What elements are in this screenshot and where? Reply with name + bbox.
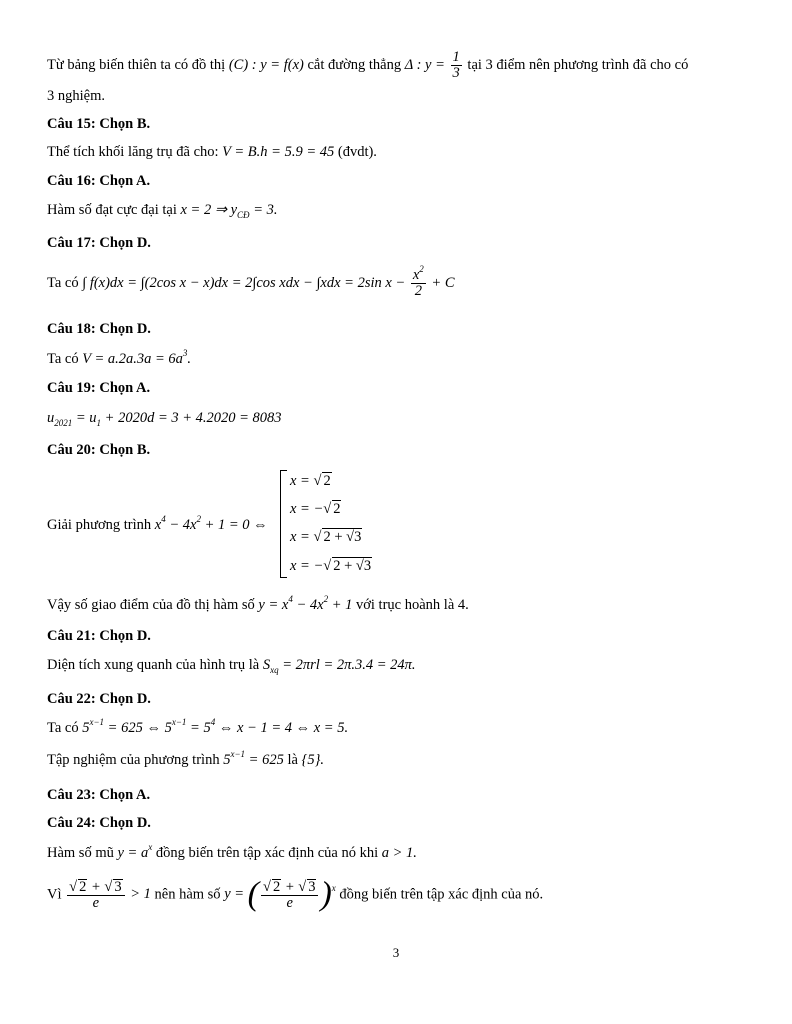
math-ratio: $\frac{√ 2 + √ 3}{e}$ > 1 xyxy=(69,878,151,911)
answer-22-set xyxy=(47,749,325,769)
text-segment: Từ bảng biến thiên ta có đồ thị xyxy=(47,57,226,74)
solution-row: x = −√ 2 + √3 xyxy=(290,558,372,574)
text-segment: là xyxy=(287,752,298,768)
math-exp-func: $y = a^x$ xyxy=(117,842,153,861)
answer-17 xyxy=(47,264,455,300)
math-volume: V = B.h = 5.9 = 45 xyxy=(222,144,335,160)
answer-18 xyxy=(47,348,192,368)
text-line-2: 3 nghiệm. xyxy=(47,88,105,104)
text-segment: với trục hoành là 4. xyxy=(355,597,469,613)
question-15-heading: Câu 15: Chọn B. xyxy=(47,116,151,132)
bracket xyxy=(280,470,287,578)
text-segment: Hàm số đạt cực đại tại xyxy=(47,202,177,218)
solution-row: x = −√ 2 xyxy=(290,501,341,517)
question-23-heading: Câu 23: Chọn A. xyxy=(47,787,151,803)
answer-21 xyxy=(47,657,416,674)
text-segment: Tập nghiệm của phương trình xyxy=(47,752,220,768)
page-number: 3 xyxy=(392,945,400,960)
text-segment: Vậy số giao điểm của đồ thị hàm số xyxy=(47,597,255,613)
text-segment: tại 3 điểm nên phương trình đã cho có xyxy=(467,57,689,74)
answer-24 xyxy=(47,842,417,862)
math-exp-eq-2: $5^{x-1} = 625$ xyxy=(223,749,284,768)
answer-22 xyxy=(47,717,349,737)
math-integral: ∫ f(x)dx = ∫(2cos x − x)dx = 2∫cos xdx − ∫xdx = 2sin x − $\frac{x^2}{2}$ + C xyxy=(82,264,455,300)
math-function-24: y = ( $\frac{√ 2 + √ 3}{e}$ )$^x$ xyxy=(224,876,336,913)
answer-24-reason xyxy=(47,878,543,912)
text-segment: Vì xyxy=(47,886,62,903)
solution-row: x = √ 2 + √3 xyxy=(290,529,362,545)
answer-20 xyxy=(47,514,268,534)
text-segment: nên hàm số xyxy=(154,886,221,903)
question-17-heading: Câu 17: Chọn D. xyxy=(47,235,151,251)
answer-20-conclusion xyxy=(47,594,469,614)
text-segment: Diện tích xung quanh của hình trụ là xyxy=(47,657,260,673)
text-segment: Giải phương trình xyxy=(47,517,152,533)
math-line-delta: Δ : y = $\frac{1}{3}$ xyxy=(404,49,460,82)
math-area: $S_{xq} = 2\pi rl = 2\pi.3.4 = 24\pi$. xyxy=(262,657,416,675)
question-22-heading: Câu 22: Chọn D. xyxy=(47,691,151,707)
math-exp-eq: $5^{x-1} = 625$ ⇔ $5^{x-1} = 5^4$ ⇔ x − 1 = 4 ⇔ x = 5. xyxy=(82,717,349,736)
math-volume-18: $V = a.2a.3a = 6a^3$. xyxy=(82,348,192,367)
text-segment: Hàm số mũ xyxy=(47,845,114,861)
question-19-heading: Câu 19: Chọn A. xyxy=(47,380,151,396)
text-segment: Ta có xyxy=(47,275,79,292)
question-24-heading: Câu 24: Chọn D. xyxy=(47,815,151,831)
text-segment: Ta có xyxy=(47,351,79,367)
question-20-heading: Câu 20: Chọn B. xyxy=(47,442,151,458)
text-segment: cắt đường thẳng xyxy=(307,57,402,74)
answer-19: $u_{2021} = u_1 + 2020d = 3 + 4.2020 = 8083$ xyxy=(47,410,282,428)
question-21-heading: Câu 21: Chọn D. xyxy=(47,628,151,644)
text-segment: đồng biến trên tập xác định của nó. xyxy=(339,886,544,903)
math-condition: a > 1. xyxy=(381,845,417,861)
math-equation-20: $x^4 - 4x^2 + 1 = 0$ ⇔ xyxy=(154,514,268,533)
solution-row: x = √ 2 xyxy=(290,473,331,489)
question-18-heading: Câu 18: Chọn D. xyxy=(47,321,151,337)
text-segment: (đvdt). xyxy=(337,144,377,160)
text-segment: Ta có xyxy=(47,720,79,736)
text-segment: đồng biến trên tập xác định của nó khi xyxy=(155,845,379,861)
answer-15 xyxy=(47,144,377,161)
math-graph-c: (C) : y = f(x) xyxy=(228,57,304,74)
text-segment: Thể tích khối lăng trụ đã cho: xyxy=(47,144,219,160)
math-max: x = 2 ⇒ $y_{CĐ} = 3$. xyxy=(180,202,278,220)
answer-16 xyxy=(47,202,277,219)
question-16-heading: Câu 16: Chọn A. xyxy=(47,173,151,189)
solution-system xyxy=(280,466,400,580)
text-line-1 xyxy=(47,50,688,81)
math-solution-set: {5}. xyxy=(301,752,325,768)
math-function-20: $y = x^4 - 4x^2 + 1$ xyxy=(258,594,353,613)
